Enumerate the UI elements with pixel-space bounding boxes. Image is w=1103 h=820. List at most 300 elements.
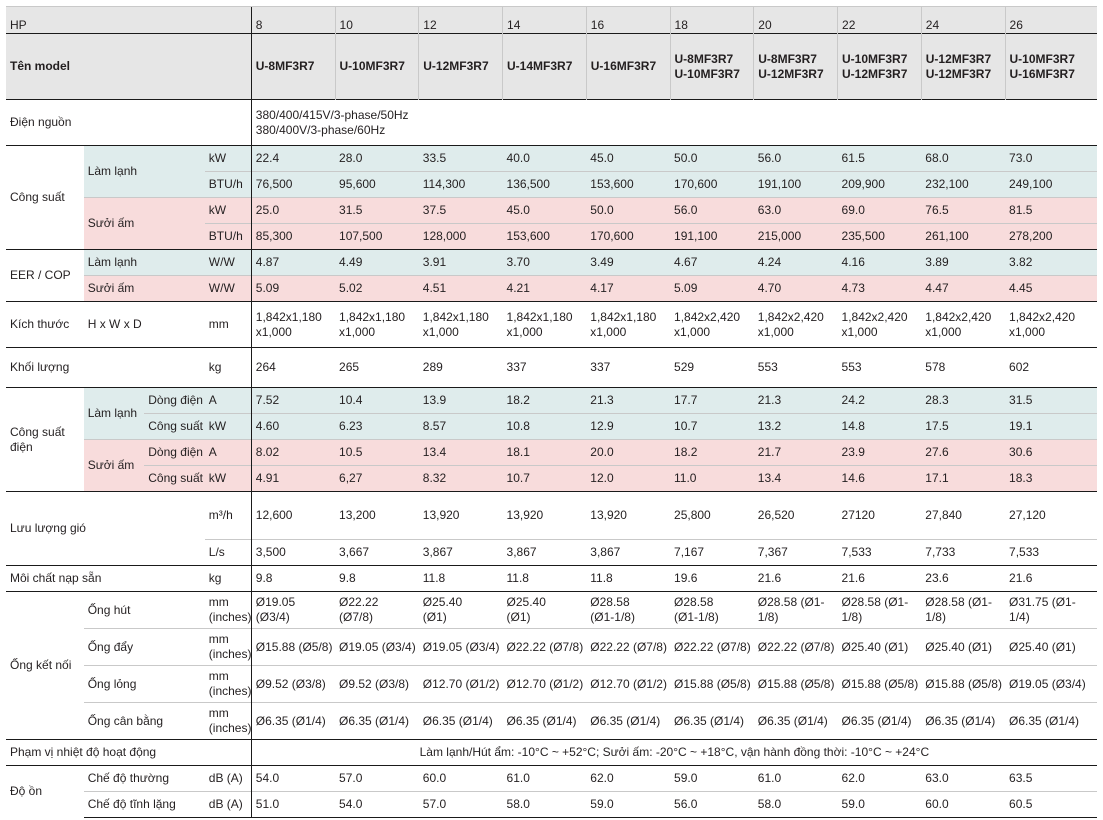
hp-value: 10 <box>335 7 419 34</box>
value-cell: 170,600 <box>670 172 754 198</box>
value-cell: 21.6 <box>1005 566 1097 592</box>
value-cell: 107,500 <box>335 224 419 250</box>
value-cell: 17.1 <box>921 466 1005 492</box>
unit: mm (inches) <box>205 629 251 666</box>
value-cell: Ø22.22 (Ø7/8) <box>335 592 419 629</box>
unit: dB (A) <box>205 792 251 818</box>
value-cell: 69.0 <box>838 198 922 224</box>
dimensions-label: Kích thước <box>6 302 84 348</box>
value-cell: 45.0 <box>503 198 587 224</box>
eer-label: EER / COP <box>6 250 84 302</box>
value-cell: Ø9.52 (Ø3/8) <box>251 666 335 703</box>
refrigerant-label: Môi chất nạp sẵn <box>6 566 205 592</box>
value-cell: 7,367 <box>754 540 838 566</box>
temp-range-value: Làm lạnh/Hút ẩm: -10°C ~ +52°C; Sưởi ấm: -20°C ~ +18°C, vận hành đồng thời: -10°C ~ +24°C <box>251 740 1097 766</box>
electric-heat-power-label: Công suất <box>144 466 205 492</box>
hp-value: 22 <box>838 7 922 34</box>
value-cell: Ø15.88 (Ø5/8) <box>754 666 838 703</box>
value-cell: 62.0 <box>838 766 922 792</box>
value-cell: Ø6.35 (Ø1/4) <box>335 703 419 740</box>
value-cell: 30.6 <box>1005 440 1097 466</box>
model-name: U-10MF3R7 U-12MF3R7 <box>838 34 922 100</box>
value-cell: 12.9 <box>586 414 670 440</box>
value-cell: 19.6 <box>670 566 754 592</box>
value-cell: 578 <box>921 348 1005 388</box>
value-cell: 8.32 <box>419 466 503 492</box>
value-cell: 3.70 <box>503 250 587 276</box>
value-cell: 3.91 <box>419 250 503 276</box>
value-cell: Ø25.40 (Ø1) <box>1005 629 1097 666</box>
value-cell: 21.6 <box>754 566 838 592</box>
value-cell: 8.57 <box>419 414 503 440</box>
value-cell: 68.0 <box>921 146 1005 172</box>
value-cell: 56.0 <box>670 198 754 224</box>
value-cell: 57.0 <box>419 792 503 818</box>
value-cell: 553 <box>838 348 922 388</box>
model-name: U-12MF3R7 <box>419 34 503 100</box>
value-cell: 13,920 <box>419 492 503 540</box>
value-cell: 18.1 <box>503 440 587 466</box>
value-cell: Ø25.40 (Ø1) <box>419 592 503 629</box>
value-cell: 23.9 <box>838 440 922 466</box>
value-cell: 209,900 <box>838 172 922 198</box>
value-cell: 4.49 <box>335 250 419 276</box>
value-cell: 7,533 <box>1005 540 1097 566</box>
value-cell: 12.0 <box>586 466 670 492</box>
value-cell: Ø12.70 (Ø1/2) <box>586 666 670 703</box>
hp-row <box>6 7 1097 34</box>
value-cell: 264 <box>251 348 335 388</box>
value-cell: 21.3 <box>586 388 670 414</box>
eer-cool-label: Làm lạnh <box>84 250 205 276</box>
hp-value: 14 <box>503 7 587 34</box>
value-cell: 58.0 <box>754 792 838 818</box>
value-cell: 21.3 <box>754 388 838 414</box>
noise-normal-label: Chế độ thường <box>84 766 205 792</box>
dimensions-sub-label: H x W x D <box>84 302 205 348</box>
value-cell: Ø15.88 (Ø5/8) <box>251 629 335 666</box>
value-cell: 153,600 <box>586 172 670 198</box>
value-cell: 17.7 <box>670 388 754 414</box>
value-cell: 1,842x2,420 x1,000 <box>921 302 1005 348</box>
value-cell: Ø28.58 (Ø1- 1/8) <box>921 592 1005 629</box>
value-cell: 85,300 <box>251 224 335 250</box>
pipe-suction-label: Ống hút <box>84 592 205 629</box>
value-cell: 232,100 <box>921 172 1005 198</box>
value-cell: 31.5 <box>1005 388 1097 414</box>
model-row <box>6 34 1097 100</box>
value-cell: 9.8 <box>251 566 335 592</box>
value-cell: 337 <box>503 348 587 388</box>
value-cell: 24.2 <box>838 388 922 414</box>
model-name: U-16MF3R7 <box>586 34 670 100</box>
electric-heat-label: Sưởi ấm <box>84 440 145 492</box>
unit: mm (inches) <box>205 666 251 703</box>
value-cell: 59.0 <box>586 792 670 818</box>
value-cell: Ø28.58 (Ø1- 1/8) <box>838 592 922 629</box>
unit: W/W <box>205 276 251 302</box>
capacity-cool-label: Làm lạnh <box>84 146 205 198</box>
capacity-heat-kw-row <box>6 198 1097 224</box>
unit: A <box>205 388 251 414</box>
value-cell: 61.0 <box>754 766 838 792</box>
value-cell: 4.17 <box>586 276 670 302</box>
value-cell: Ø6.35 (Ø1/4) <box>419 703 503 740</box>
value-cell: Ø25.40 (Ø1) <box>921 629 1005 666</box>
pipe-liquid-label: Ống lỏng <box>84 666 205 703</box>
value-cell: 56.0 <box>754 146 838 172</box>
value-cell: 60.0 <box>419 766 503 792</box>
eer-cool-row <box>6 250 1097 276</box>
unit: BTU/h <box>205 172 251 198</box>
value-cell: 76,500 <box>251 172 335 198</box>
value-cell: 278,200 <box>1005 224 1097 250</box>
value-cell: 529 <box>670 348 754 388</box>
value-cell: 136,500 <box>503 172 587 198</box>
value-cell: 249,100 <box>1005 172 1097 198</box>
value-cell: Ø28.58 (Ø1-1/8) <box>670 592 754 629</box>
unit: kW <box>205 198 251 224</box>
hp-value: 12 <box>419 7 503 34</box>
value-cell: 19.1 <box>1005 414 1097 440</box>
value-cell: 28.0 <box>335 146 419 172</box>
piping-label: Ống kết nối <box>6 592 84 740</box>
value-cell: Ø15.88 (Ø5/8) <box>670 666 754 703</box>
eer-heat-row <box>6 276 1097 302</box>
value-cell: 114,300 <box>419 172 503 198</box>
electric-cool-current-row <box>6 388 1097 414</box>
noise-quiet-row <box>6 792 1097 818</box>
value-cell: 59.0 <box>670 766 754 792</box>
value-cell: 6,27 <box>335 466 419 492</box>
pipe-balance-label: Ống cân bằng <box>84 703 205 740</box>
value-cell: 7.52 <box>251 388 335 414</box>
pipe-discharge-label: Ống đẩy <box>84 629 205 666</box>
model-label: Tên model <box>6 34 251 100</box>
hp-value: 16 <box>586 7 670 34</box>
unit: m³/h <box>205 492 251 540</box>
value-cell: 3,867 <box>586 540 670 566</box>
unit: mm <box>205 302 251 348</box>
value-cell: 4.45 <box>1005 276 1097 302</box>
value-cell: 10.4 <box>335 388 419 414</box>
value-cell: 62.0 <box>586 766 670 792</box>
value-cell: 33.5 <box>419 146 503 172</box>
value-cell: Ø19.05 (Ø3/4) <box>419 629 503 666</box>
temp-range-row <box>6 740 1097 766</box>
value-cell: 61.0 <box>503 766 587 792</box>
weight-label: Khối lượng <box>6 348 205 388</box>
value-cell: Ø31.75 (Ø1- 1/4) <box>1005 592 1097 629</box>
noise-quiet-label: Chế độ tĩnh lặng <box>84 792 205 818</box>
hp-value: 8 <box>251 7 335 34</box>
model-name: U-8MF3R7 U-10MF3R7 <box>670 34 754 100</box>
power-supply-label: Điện nguồn <box>6 100 251 146</box>
value-cell: 4.51 <box>419 276 503 302</box>
value-cell: 59.0 <box>838 792 922 818</box>
value-cell: 28.3 <box>921 388 1005 414</box>
power-supply-value: 380/400/415V/3-phase/50Hz 380/400V/3-phase/60Hz <box>251 100 1097 146</box>
value-cell: 25,800 <box>670 492 754 540</box>
value-cell: 191,100 <box>670 224 754 250</box>
value-cell: 4.16 <box>838 250 922 276</box>
value-cell: 22.4 <box>251 146 335 172</box>
value-cell: 81.5 <box>1005 198 1097 224</box>
unit: BTU/h <box>205 224 251 250</box>
value-cell: 13,920 <box>503 492 587 540</box>
value-cell: 553 <box>754 348 838 388</box>
value-cell: 27120 <box>838 492 922 540</box>
value-cell: 5.09 <box>251 276 335 302</box>
eer-heat-label: Sưởi ấm <box>84 276 205 302</box>
value-cell: 265 <box>335 348 419 388</box>
value-cell: 3,867 <box>419 540 503 566</box>
value-cell: 14.6 <box>838 466 922 492</box>
electric-cool-power-label: Công suất <box>144 414 205 440</box>
value-cell: 4.47 <box>921 276 1005 302</box>
value-cell: Ø9.52 (Ø3/8) <box>335 666 419 703</box>
value-cell: 1,842x2,420 x1,000 <box>754 302 838 348</box>
capacity-heat-label: Sưởi ấm <box>84 198 205 250</box>
hp-value: 20 <box>754 7 838 34</box>
value-cell: 18.2 <box>670 440 754 466</box>
capacity-cool-kw-row <box>6 146 1097 172</box>
value-cell: 11.0 <box>670 466 754 492</box>
model-name: U-10MF3R7 U-16MF3R7 <box>1005 34 1097 100</box>
value-cell: Ø12.70 (Ø1/2) <box>503 666 587 703</box>
value-cell: Ø25.40 (Ø1) <box>838 629 922 666</box>
value-cell: 11.8 <box>503 566 587 592</box>
value-cell: 73.0 <box>1005 146 1097 172</box>
unit: mm (inches) <box>205 703 251 740</box>
value-cell: 13.9 <box>419 388 503 414</box>
value-cell: 76.5 <box>921 198 1005 224</box>
hp-value: 18 <box>670 7 754 34</box>
hp-value: 26 <box>1005 7 1097 34</box>
value-cell: Ø6.35 (Ø1/4) <box>586 703 670 740</box>
hp-value: 24 <box>921 7 1005 34</box>
model-name: U-10MF3R7 <box>335 34 419 100</box>
value-cell: 1,842x2,420 x1,000 <box>1005 302 1097 348</box>
value-cell: 56.0 <box>670 792 754 818</box>
value-cell: 11.8 <box>419 566 503 592</box>
unit: A <box>205 440 251 466</box>
value-cell: 3,667 <box>335 540 419 566</box>
value-cell: Ø12.70 (Ø1/2) <box>419 666 503 703</box>
value-cell: Ø6.35 (Ø1/4) <box>670 703 754 740</box>
value-cell: 14.8 <box>838 414 922 440</box>
unit: L/s <box>205 540 251 566</box>
value-cell: 63.0 <box>921 766 1005 792</box>
value-cell: Ø15.88 (Ø5/8) <box>838 666 922 703</box>
noise-normal-row <box>6 766 1097 792</box>
electric-label: Công suất điện <box>6 388 84 492</box>
value-cell: Ø22.22 (Ø7/8) <box>586 629 670 666</box>
electric-heat-current-row <box>6 440 1097 466</box>
capacity-label: Công suất <box>6 146 84 250</box>
model-name: U-12MF3R7 U-12MF3R7 <box>921 34 1005 100</box>
value-cell: 3,500 <box>251 540 335 566</box>
airflow-m3h-row <box>6 492 1097 540</box>
unit: mm (inches) <box>205 592 251 629</box>
spec-table <box>6 6 1097 818</box>
value-cell: 12,600 <box>251 492 335 540</box>
value-cell: Ø15.88 (Ø5/8) <box>921 666 1005 703</box>
value-cell: Ø6.35 (Ø1/4) <box>921 703 1005 740</box>
unit: kg <box>205 566 251 592</box>
model-name: U-8MF3R7 <box>251 34 335 100</box>
value-cell: 170,600 <box>586 224 670 250</box>
value-cell: Ø6.35 (Ø1/4) <box>754 703 838 740</box>
value-cell: 13.4 <box>754 466 838 492</box>
value-cell: 37.5 <box>419 198 503 224</box>
value-cell: 4.24 <box>754 250 838 276</box>
value-cell: Ø6.35 (Ø1/4) <box>503 703 587 740</box>
electric-heat-power-row <box>6 466 1097 492</box>
temp-range-label: Phạm vị nhiệt độ hoạt động <box>6 740 251 766</box>
value-cell: Ø19.05 (Ø3/4) <box>335 629 419 666</box>
value-cell: 1,842x1,180 x1,000 <box>335 302 419 348</box>
value-cell: 3,867 <box>503 540 587 566</box>
unit: kW <box>205 414 251 440</box>
value-cell: 191,100 <box>754 172 838 198</box>
noise-label: Độ ồn <box>6 766 84 818</box>
value-cell: 7,733 <box>921 540 1005 566</box>
value-cell: 57.0 <box>335 766 419 792</box>
value-cell: Ø25.40 (Ø1) <box>503 592 587 629</box>
value-cell: 54.0 <box>335 792 419 818</box>
value-cell: 60.0 <box>921 792 1005 818</box>
value-cell: 45.0 <box>586 146 670 172</box>
value-cell: 215,000 <box>754 224 838 250</box>
value-cell: 6.23 <box>335 414 419 440</box>
value-cell: 1,842x2,420 x1,000 <box>670 302 754 348</box>
value-cell: 40.0 <box>503 146 587 172</box>
unit: kW <box>205 466 251 492</box>
value-cell: 1,842x1,180 x1,000 <box>419 302 503 348</box>
value-cell: 18.3 <box>1005 466 1097 492</box>
value-cell: 31.5 <box>335 198 419 224</box>
value-cell: 1,842x1,180 x1,000 <box>251 302 335 348</box>
value-cell: 58.0 <box>503 792 587 818</box>
value-cell: 128,000 <box>419 224 503 250</box>
value-cell: 8.02 <box>251 440 335 466</box>
electric-cool-power-row <box>6 414 1097 440</box>
value-cell: 289 <box>419 348 503 388</box>
value-cell: 13.4 <box>419 440 503 466</box>
value-cell: Ø28.58 (Ø1-1/8) <box>586 592 670 629</box>
value-cell: 20.0 <box>586 440 670 466</box>
electric-cool-current-label: Dòng điện <box>144 388 205 414</box>
electric-heat-current-label: Dòng điện <box>144 440 205 466</box>
value-cell: 10.5 <box>335 440 419 466</box>
value-cell: 27.6 <box>921 440 1005 466</box>
weight-row <box>6 348 1097 388</box>
value-cell: 9.8 <box>335 566 419 592</box>
value-cell: 4.91 <box>251 466 335 492</box>
value-cell: Ø6.35 (Ø1/4) <box>251 703 335 740</box>
value-cell: 10.7 <box>670 414 754 440</box>
value-cell: 21.6 <box>838 566 922 592</box>
value-cell: 153,600 <box>503 224 587 250</box>
value-cell: 23.6 <box>921 566 1005 592</box>
value-cell: Ø22.22 (Ø7/8) <box>670 629 754 666</box>
value-cell: 337 <box>586 348 670 388</box>
value-cell: 602 <box>1005 348 1097 388</box>
value-cell: 5.09 <box>670 276 754 302</box>
unit: kg <box>205 348 251 388</box>
value-cell: 10.8 <box>503 414 587 440</box>
value-cell: 17.5 <box>921 414 1005 440</box>
value-cell: 50.0 <box>586 198 670 224</box>
value-cell: 3.49 <box>586 250 670 276</box>
value-cell: 25.0 <box>251 198 335 224</box>
pipe-liquid-row <box>6 666 1097 703</box>
value-cell: 10.7 <box>503 466 587 492</box>
pipe-balance-row <box>6 703 1097 740</box>
value-cell: 60.5 <box>1005 792 1097 818</box>
value-cell: Ø22.22 (Ø7/8) <box>503 629 587 666</box>
value-cell: 7,533 <box>838 540 922 566</box>
value-cell: 4.73 <box>838 276 922 302</box>
value-cell: 1,842x2,420 x1,000 <box>838 302 922 348</box>
value-cell: 4.87 <box>251 250 335 276</box>
value-cell: Ø19.05 (Ø3/4) <box>1005 666 1097 703</box>
value-cell: 95,600 <box>335 172 419 198</box>
value-cell: 51.0 <box>251 792 335 818</box>
unit: dB (A) <box>205 766 251 792</box>
unit: W/W <box>205 250 251 276</box>
value-cell: 13,920 <box>586 492 670 540</box>
value-cell: 26,520 <box>754 492 838 540</box>
value-cell: Ø6.35 (Ø1/4) <box>1005 703 1097 740</box>
value-cell: 235,500 <box>838 224 922 250</box>
dimensions-row <box>6 302 1097 348</box>
value-cell: 7,167 <box>670 540 754 566</box>
value-cell: 18.2 <box>503 388 587 414</box>
value-cell: 4.21 <box>503 276 587 302</box>
pipe-suction-row <box>6 592 1097 629</box>
value-cell: 27,840 <box>921 492 1005 540</box>
value-cell: 1,842x1,180 x1,000 <box>503 302 587 348</box>
value-cell: 4.60 <box>251 414 335 440</box>
model-name: U-14MF3R7 <box>503 34 587 100</box>
value-cell: 54.0 <box>251 766 335 792</box>
value-cell: 21.7 <box>754 440 838 466</box>
value-cell: 261,100 <box>921 224 1005 250</box>
pipe-discharge-row <box>6 629 1097 666</box>
value-cell: 4.67 <box>670 250 754 276</box>
value-cell: Ø22.22 (Ø7/8) <box>754 629 838 666</box>
unit: kW <box>205 146 251 172</box>
power-supply-row <box>6 100 1097 146</box>
electric-cool-label: Làm lạnh <box>84 388 145 440</box>
value-cell: 27,120 <box>1005 492 1097 540</box>
value-cell: 61.5 <box>838 146 922 172</box>
value-cell: 5.02 <box>335 276 419 302</box>
value-cell: 1,842x1,180 x1,000 <box>586 302 670 348</box>
hp-label: HP <box>6 7 251 34</box>
value-cell: 63.5 <box>1005 766 1097 792</box>
value-cell: Ø19.05 (Ø3/4) <box>251 592 335 629</box>
value-cell: 13.2 <box>754 414 838 440</box>
value-cell: 50.0 <box>670 146 754 172</box>
value-cell: 11.8 <box>586 566 670 592</box>
value-cell: 4.70 <box>754 276 838 302</box>
value-cell: 3.82 <box>1005 250 1097 276</box>
refrigerant-row <box>6 566 1097 592</box>
value-cell: Ø6.35 (Ø1/4) <box>838 703 922 740</box>
